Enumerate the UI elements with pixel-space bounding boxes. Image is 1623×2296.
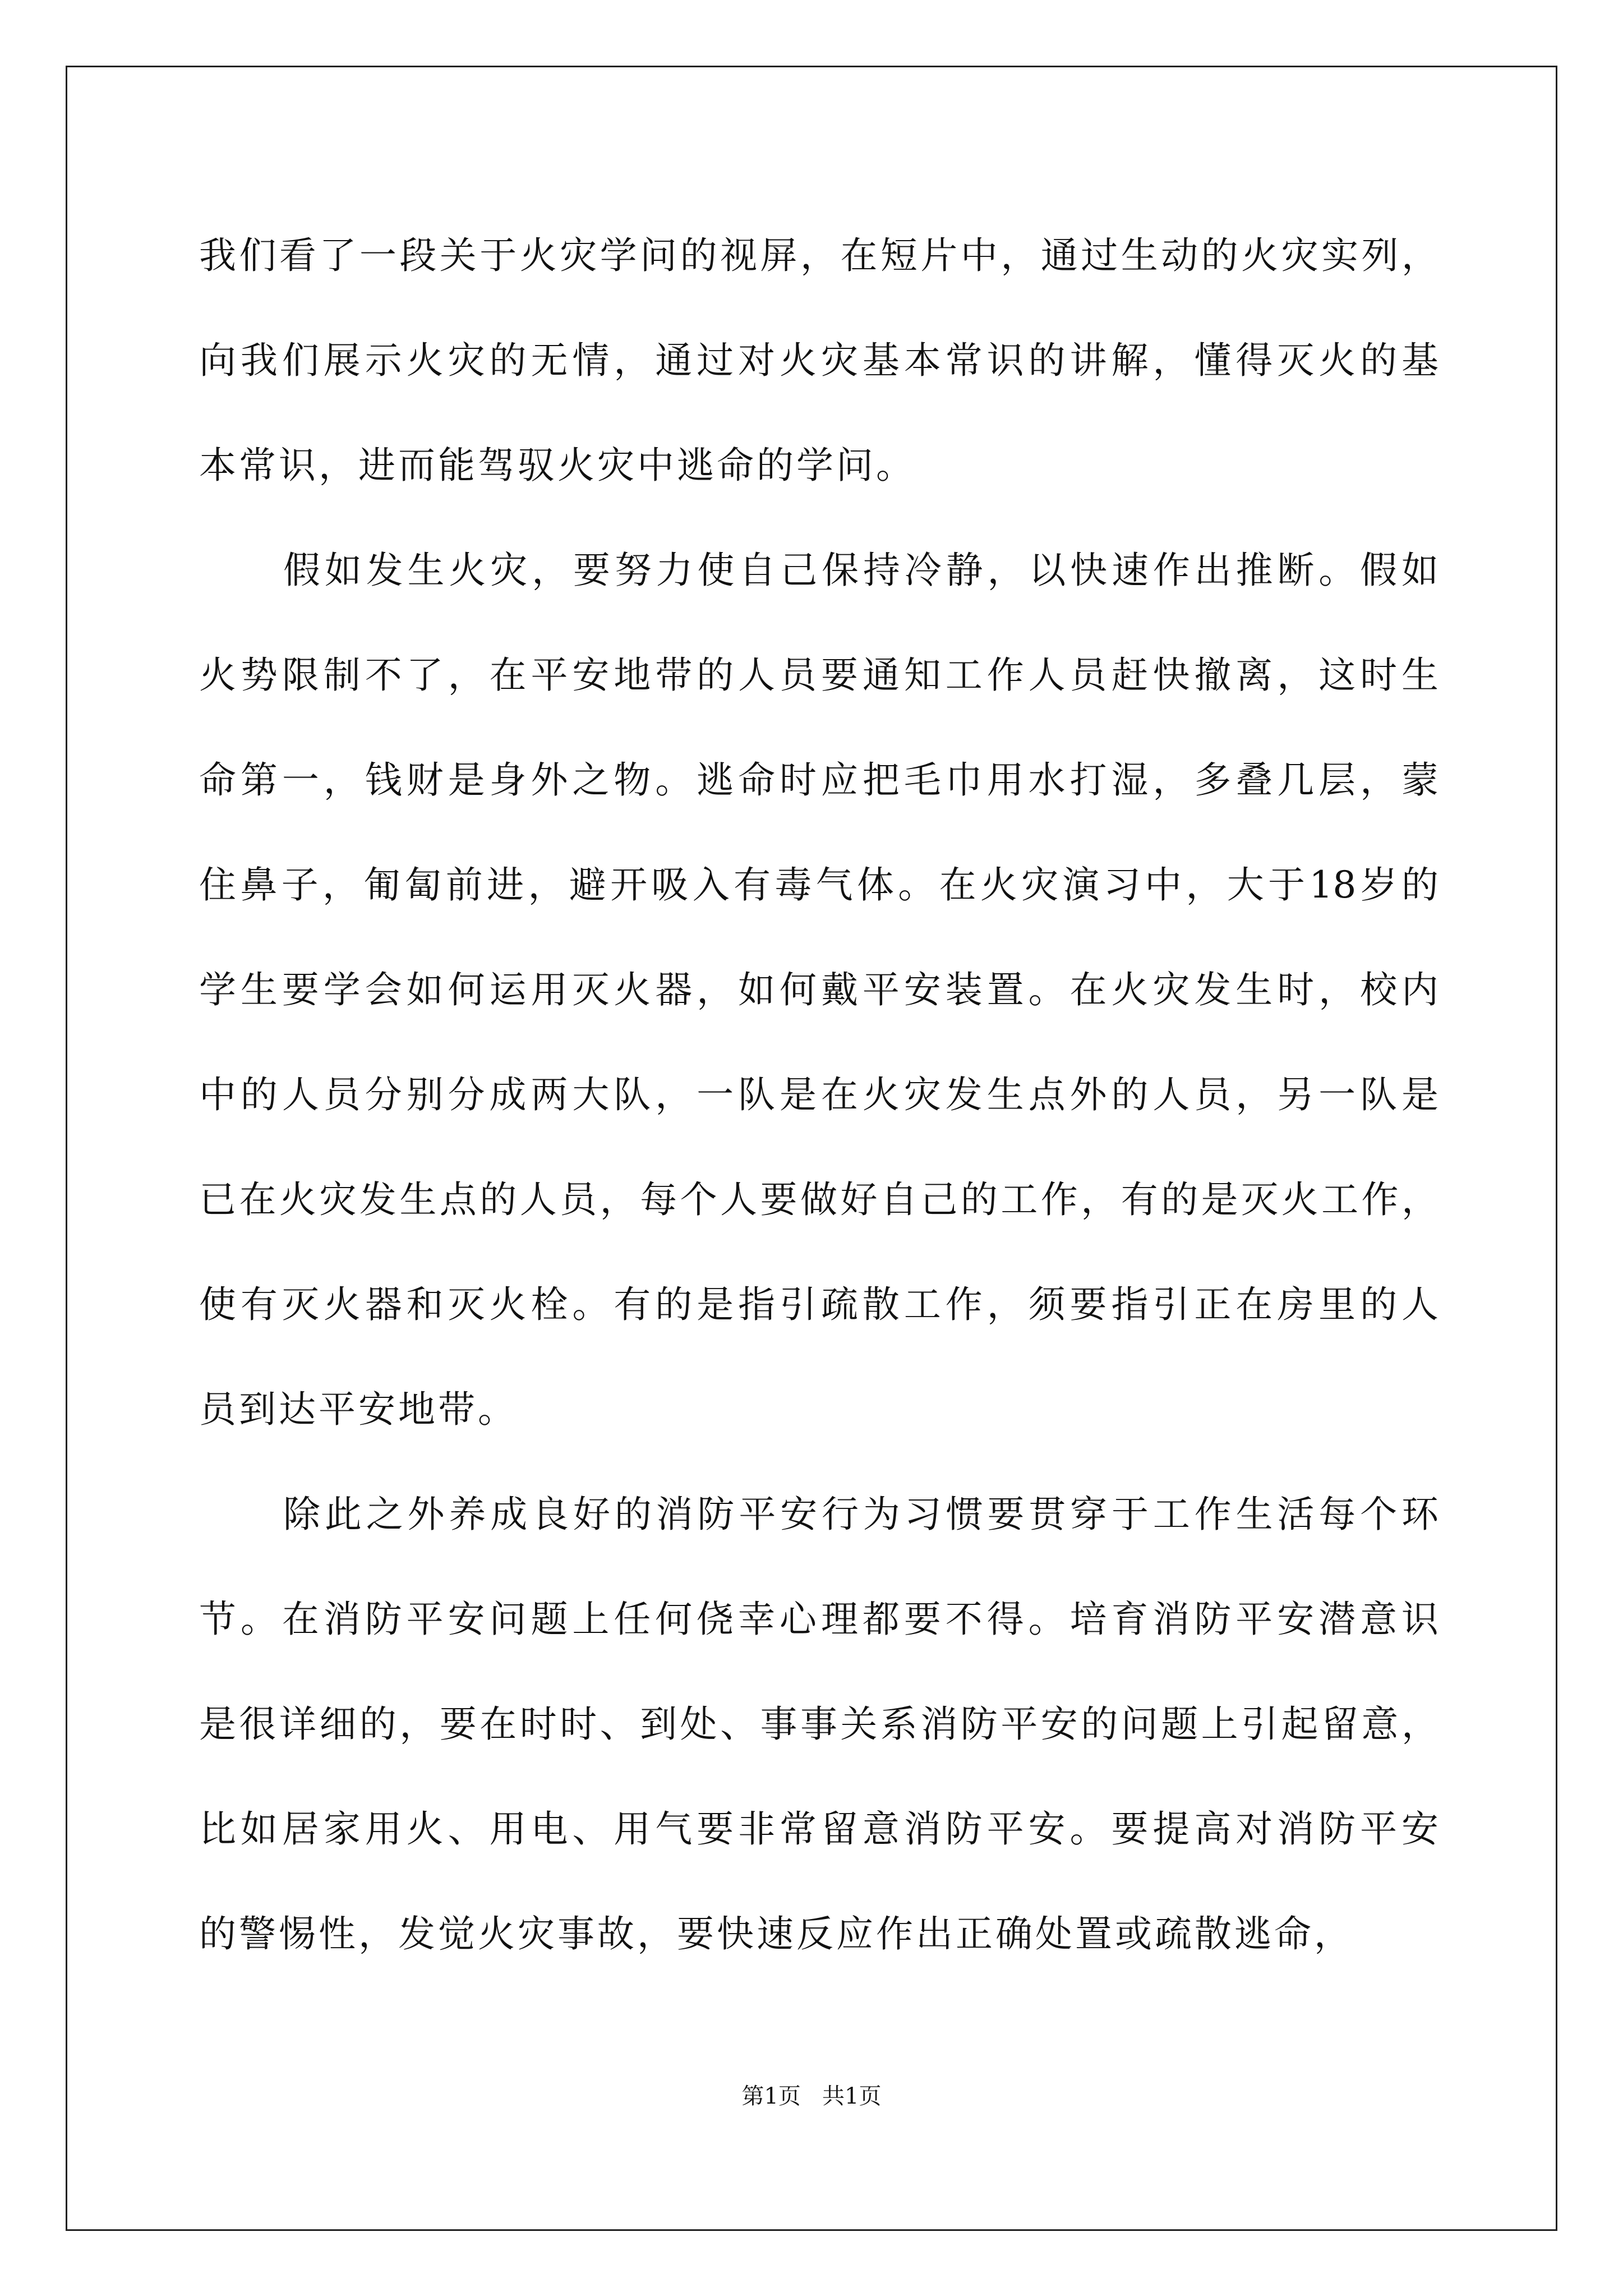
paragraph-1-line-1: 我们看了一段关于火灾学问的视屏，在短片中，通过生动的火灾实列，: [199, 234, 1438, 277]
paragraph-2-line-5: 学生要学会如何运用灭火器，如何戴平安装置。在火灾发生时，校内: [199, 968, 1438, 1011]
paragraph-3-line-1: 除此之外养成良好的消防平安行为习惯要贯穿于工作生活每个环: [283, 1493, 1438, 1536]
paragraph-3-line-4: 比如居家用火、用电、用气要非常留意消防平安。要提高对消防平安: [199, 1807, 1438, 1851]
paragraph-2-line-4: 住鼻子，匍匐前进，避开吸入有毒气体。在火灾演习中，大于18岁的: [199, 863, 1438, 907]
paragraph-2-line-6: 中的人员分别分成两大队，一队是在火灾发生点外的人员，另一队是: [199, 1073, 1438, 1116]
paragraph-2-line-3: 命第一，钱财是身外之物。逃命时应把毛巾用水打湿，多叠几层，蒙: [199, 758, 1438, 802]
paragraph-2-line-7: 已在火灾发生点的人员，每个人要做好自己的工作，有的是灭火工作，: [199, 1178, 1438, 1221]
page-number-footer: 第1页 共1页: [741, 2083, 882, 2109]
paragraph-1-line-3: 本常识，进而能驾驭火灾中逃命的学问。: [199, 444, 916, 487]
paragraph-3-line-3: 是很详细的，要在时时、到处、事事关系消防平安的问题上引起留意，: [199, 1703, 1438, 1746]
paragraph-2-line-9: 员到达平安地带。: [199, 1388, 518, 1431]
paragraph-2-line-1: 假如发生火灾，要努力使自己保持冷静，以快速作出推断。假如: [283, 549, 1438, 592]
paragraph-3-line-2: 节。在消防平安问题上任何侥幸心理都要不得。培育消防平安潜意识: [199, 1598, 1438, 1641]
paragraph-1-line-2: 向我们展示火灾的无情，通过对火灾基本常识的讲解，懂得灭火的基: [199, 339, 1438, 382]
paragraph-3-line-5: 的警惕性，发觉火灾事故，要快速反应作出正确处置或疏散逃命，: [199, 1912, 1354, 1955]
page-border: [66, 66, 1557, 2231]
paragraph-2-line-2: 火势限制不了，在平安地带的人员要通知工作人员赶快撤离，这时生: [199, 654, 1438, 697]
paragraph-2-line-8: 使有灭火器和灭火栓。有的是指引疏散工作，须要指引正在房里的人: [199, 1283, 1438, 1326]
